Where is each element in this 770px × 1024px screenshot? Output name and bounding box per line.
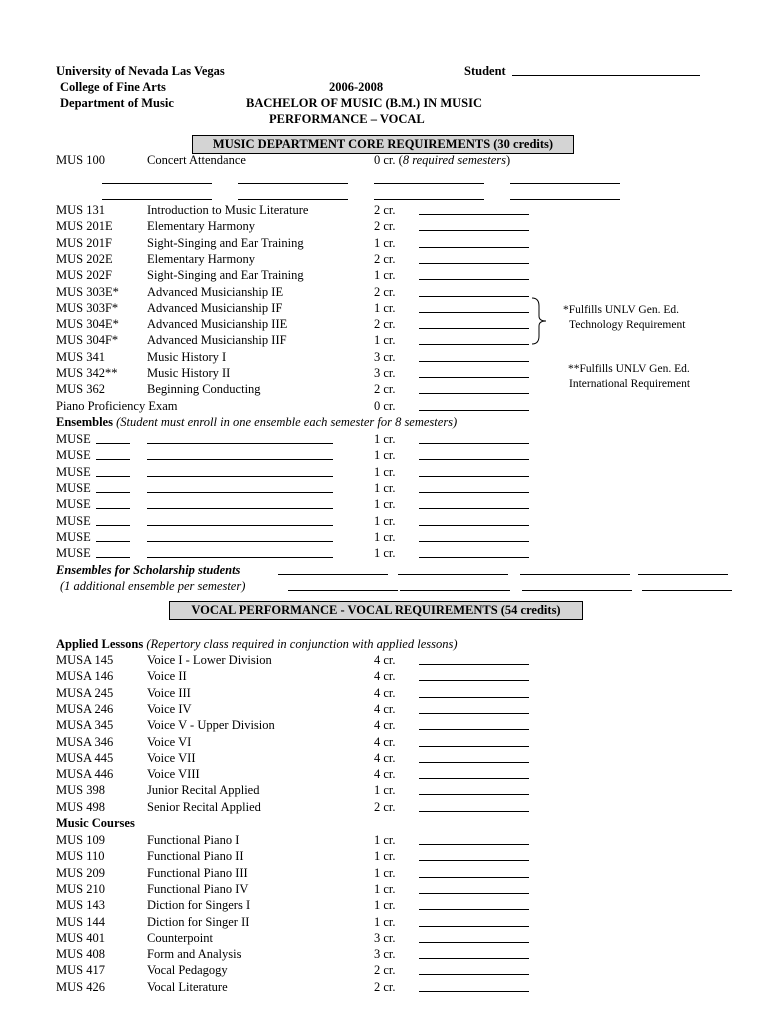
grade-field[interactable] (419, 893, 529, 894)
grade-field[interactable] (419, 860, 529, 861)
course-credits: 1 cr. (374, 783, 396, 798)
ensemble-name-field[interactable] (147, 492, 333, 493)
core-course-row (56, 235, 546, 251)
course-title: Voice VII (147, 750, 196, 765)
course-code: MUSE (56, 546, 91, 561)
course-title: Elementary Harmony (147, 219, 255, 234)
course-title: Counterpoint (147, 930, 213, 945)
core-requirements-banner: MUSIC DEPARTMENT CORE REQUIREMENTS (30 credits) (192, 135, 574, 154)
course-credits: 1 cr. (374, 235, 396, 250)
core-course-row (56, 202, 546, 218)
scholarship-heading: Ensembles for Scholarship students (56, 563, 241, 577)
course-title: Vocal Pedagogy (147, 963, 228, 978)
course-code: MUS 209 (56, 865, 105, 880)
grade-field[interactable] (419, 991, 529, 992)
course-title: Functional Piano IV (147, 881, 249, 896)
course-credits: 0 cr. (374, 399, 396, 413)
course-credits: 1 cr. (374, 464, 396, 479)
grade-field[interactable] (419, 680, 529, 681)
music-course-row (56, 946, 546, 962)
ensemble-number-field[interactable] (96, 541, 130, 542)
course-credits: 4 cr. (374, 750, 396, 765)
course-credits: 1 cr. (374, 898, 396, 913)
applied-lesson-row (56, 734, 546, 750)
ensemble-number-field[interactable] (96, 508, 130, 509)
course-code: MUS 201F (56, 235, 112, 250)
course-code: MUSE (56, 529, 91, 544)
course-credits: 2 cr. (374, 251, 396, 266)
course-code: MUSA 445 (56, 750, 114, 765)
course-credits: 3 cr. (374, 930, 396, 945)
grade-field[interactable] (419, 377, 529, 378)
course-code: MUS 202E (56, 251, 113, 266)
course-code: MUS 426 (56, 979, 105, 994)
course-title: Senior Recital Applied (147, 799, 261, 814)
core-course-row (56, 381, 546, 397)
course-title: Vocal Literature (147, 979, 228, 994)
grade-field[interactable] (419, 214, 529, 215)
ensemble-row (56, 464, 546, 480)
grade-field[interactable] (419, 778, 529, 779)
course-title: Music History II (147, 366, 231, 380)
course-title: Music History I (147, 349, 227, 364)
course-title: Junior Recital Applied (147, 783, 260, 798)
grade-field[interactable] (419, 459, 529, 460)
grade-field[interactable] (419, 312, 529, 313)
course-title: Voice III (147, 685, 191, 700)
course-credits: 1 cr. (374, 448, 396, 463)
course-code: MUS 398 (56, 783, 105, 798)
course-credits: 1 cr. (374, 865, 396, 880)
course-credits: 1 cr. (374, 333, 396, 348)
piano-exam-row (56, 398, 546, 414)
grade-field[interactable] (419, 476, 529, 477)
course-credits: 1 cr. (374, 480, 396, 495)
course-credits: 1 cr. (374, 268, 396, 283)
ensembles-heading: Ensembles (Student must enroll in one ensemble each semester for 8 semesters) (56, 415, 458, 429)
course-code: MUS 342** (56, 366, 118, 380)
course-credits: 3 cr. (374, 366, 396, 380)
course-code: MUS 401 (56, 930, 105, 945)
applied-lesson-row (56, 750, 546, 766)
ensemble-row (56, 480, 546, 496)
grade-field[interactable] (419, 811, 529, 812)
music-course-row (56, 881, 546, 897)
course-credits: 1 cr. (374, 849, 396, 864)
applied-lesson-row (56, 652, 546, 668)
ensemble-row (56, 496, 546, 512)
course-credits: 1 cr. (374, 546, 396, 561)
course-code: MUS 498 (56, 799, 105, 814)
ensemble-row (56, 545, 546, 561)
core-course-row (56, 300, 546, 316)
course-credits: 1 cr. (374, 881, 396, 896)
course-code: MUSE (56, 432, 91, 446)
applied-lesson-row (56, 685, 546, 701)
course-code: MUS 100 (56, 153, 105, 167)
course-code: MUS 303E* (56, 284, 119, 299)
course-code: MUS 341 (56, 349, 105, 364)
course-title: Beginning Conducting (147, 382, 261, 397)
course-code: MUSA 245 (56, 685, 114, 700)
student-label: Student (464, 64, 506, 78)
course-code: MUSE (56, 497, 91, 512)
course-title: Functional Piano II (147, 849, 244, 864)
ensemble-row (56, 513, 546, 529)
grade-field[interactable] (419, 958, 529, 959)
program-years: 2006-2008 (329, 80, 384, 94)
course-credits: 4 cr. (374, 669, 396, 684)
grade-field[interactable] (419, 762, 529, 763)
music-course-row (56, 832, 546, 848)
course-credits: 2 cr. (374, 799, 396, 814)
course-credits: 4 cr. (374, 701, 396, 716)
grade-field[interactable] (419, 557, 529, 558)
grade-field[interactable] (419, 541, 529, 542)
grade-field[interactable] (419, 942, 529, 943)
grade-field[interactable] (419, 926, 529, 927)
course-code: MUS 362 (56, 382, 105, 397)
course-title: Voice II (147, 669, 187, 684)
music-courses-heading: Music Courses (56, 816, 135, 830)
course-code: MUSA 446 (56, 767, 114, 782)
intl-note-line1: **Fulfills UNLV Gen. Ed. (568, 363, 690, 375)
course-code: MUSE (56, 448, 91, 463)
tech-note-line2: Technology Requirement (569, 319, 686, 331)
music-course-row (56, 979, 546, 995)
ensemble-name-field[interactable] (147, 508, 333, 509)
ensemble-number-field[interactable] (96, 492, 130, 493)
core-course-row (56, 365, 546, 381)
scholarship-note: (1 additional ensemble per semester) (60, 579, 246, 593)
department-name: Department of Music (60, 96, 174, 110)
course-code: MUS 304E* (56, 317, 119, 332)
applied-lesson-row (56, 799, 546, 815)
course-title: Concert Attendance (147, 153, 246, 167)
student-name-field[interactable] (512, 75, 700, 76)
grade-field[interactable] (419, 794, 529, 795)
course-title: Voice V - Upper Division (147, 718, 275, 733)
course-title: Advanced Musicianship IIE (147, 317, 288, 332)
ensemble-number-field[interactable] (96, 557, 130, 558)
course-title: Introduction to Music Literature (147, 203, 309, 217)
ensemble-name-field[interactable] (147, 459, 333, 460)
course-code: MUSE (56, 513, 91, 528)
course-credits: 1 cr. (374, 300, 396, 315)
ensemble-name-field[interactable] (147, 525, 333, 526)
course-code: MUSA 146 (56, 669, 114, 684)
course-title: Sight-Singing and Ear Training (147, 235, 304, 250)
applied-lesson-row (56, 668, 546, 684)
grade-field[interactable] (419, 443, 529, 444)
grade-field[interactable] (419, 492, 529, 493)
vocal-requirements-banner: VOCAL PERFORMANCE - VOCAL REQUIREMENTS (54 credits) (169, 601, 583, 620)
course-title: Diction for Singers I (147, 898, 251, 913)
course-title: Elementary Harmony (147, 251, 255, 266)
grade-field[interactable] (419, 279, 529, 280)
course-credits: 2 cr. (374, 963, 396, 978)
core-course-row (56, 267, 546, 283)
course-code: MUS 144 (56, 914, 105, 929)
grade-field[interactable] (419, 713, 529, 714)
grade-field[interactable] (419, 877, 529, 878)
course-code: MUS 303F* (56, 300, 119, 315)
course-credits: 4 cr. (374, 653, 396, 667)
course-title: Voice IV (147, 701, 192, 716)
intl-note-line2: International Requirement (569, 378, 691, 390)
grade-field[interactable] (419, 328, 529, 329)
core-course-row (56, 251, 546, 267)
ensemble-name-field[interactable] (147, 541, 333, 542)
ensemble-row (56, 431, 546, 447)
applied-lesson-row (56, 701, 546, 717)
course-title: Voice VIII (147, 767, 200, 782)
ensemble-row (56, 529, 546, 545)
music-course-row (56, 848, 546, 864)
core-course-row (56, 316, 546, 332)
grade-field[interactable] (419, 247, 529, 248)
course-title: Voice VI (147, 734, 192, 749)
grade-field[interactable] (419, 344, 529, 345)
course-credits: 1 cr. (374, 914, 396, 929)
course-code: MUSA 345 (56, 718, 114, 733)
course-code: MUS 417 (56, 963, 105, 978)
course-credits: 4 cr. (374, 734, 396, 749)
concert-attendance-row (56, 152, 546, 168)
course-title: Advanced Musicianship IIF (147, 333, 287, 348)
ensemble-name-field[interactable] (147, 443, 333, 444)
core-course-row (56, 332, 546, 348)
ensemble-row (56, 447, 546, 463)
course-credits: 1 cr. (374, 513, 396, 528)
ensemble-number-field[interactable] (96, 459, 130, 460)
grade-field[interactable] (419, 729, 529, 730)
course-code: MUS 210 (56, 881, 105, 896)
grade-field[interactable] (419, 844, 529, 845)
course-title: Voice I - Lower Division (147, 653, 272, 667)
course-credits: 1 cr. (374, 497, 396, 512)
course-credits: 4 cr. (374, 685, 396, 700)
applied-lesson-row (56, 717, 546, 733)
ensemble-name-field[interactable] (147, 476, 333, 477)
course-code: MUSE (56, 464, 91, 479)
music-course-row (56, 897, 546, 913)
college-name: College of Fine Arts (60, 80, 166, 94)
course-credits: 0 cr. (8 required semesters) (374, 153, 511, 167)
ensemble-number-field[interactable] (96, 476, 130, 477)
grade-field[interactable] (419, 697, 529, 698)
course-code: MUS 109 (56, 833, 105, 847)
brace-icon (530, 296, 550, 346)
course-title: Piano Proficiency Exam (56, 399, 178, 413)
course-credits: 1 cr. (374, 833, 396, 847)
university-name: University of Nevada Las Vegas (56, 64, 225, 78)
course-title: Advanced Musicianship IF (147, 300, 283, 315)
course-code: MUS 143 (56, 898, 105, 913)
applied-lessons-heading: Applied Lessons (Repertory class required in conjunction with applied lessons) (56, 637, 458, 651)
grade-field[interactable] (419, 296, 529, 297)
core-course-row (56, 284, 546, 300)
course-code: MUSE (56, 480, 91, 495)
course-credits: 2 cr. (374, 219, 396, 234)
course-credits: 3 cr. (374, 349, 396, 364)
applied-lesson-row (56, 782, 546, 798)
course-code: MUSA 246 (56, 701, 114, 716)
grade-field[interactable] (419, 909, 529, 910)
course-credits: 1 cr. (374, 529, 396, 544)
applied-lesson-row (56, 766, 546, 782)
course-code: MUS 201E (56, 219, 113, 234)
grade-field[interactable] (419, 746, 529, 747)
grade-field[interactable] (419, 508, 529, 509)
course-code: MUS 304F* (56, 333, 119, 348)
course-code: MUS 131 (56, 203, 105, 217)
course-credits: 2 cr. (374, 203, 396, 217)
course-code: MUS 408 (56, 947, 105, 962)
course-code: MUS 202F (56, 268, 112, 283)
tech-note-line1: *Fulfills UNLV Gen. Ed. (563, 304, 679, 316)
course-title: Diction for Singer II (147, 914, 250, 929)
grade-field[interactable] (419, 974, 529, 975)
course-title: Form and Analysis (147, 947, 242, 962)
degree-title: BACHELOR OF MUSIC (B.M.) IN MUSIC (246, 96, 482, 110)
grade-field[interactable] (419, 263, 529, 264)
course-code: MUSA 145 (56, 653, 114, 667)
course-credits: 4 cr. (374, 718, 396, 733)
course-title: Sight-Singing and Ear Training (147, 268, 304, 283)
course-credits: 3 cr. (374, 947, 396, 962)
course-title: Functional Piano III (147, 865, 248, 880)
course-credits: 4 cr. (374, 767, 396, 782)
course-credits: 1 cr. (374, 432, 396, 446)
course-credits: 2 cr. (374, 979, 396, 994)
core-course-row (56, 218, 546, 234)
course-title: Advanced Musicianship IE (147, 284, 284, 299)
grade-field[interactable] (419, 230, 529, 231)
degree-subtitle: PERFORMANCE – VOCAL (269, 112, 425, 126)
grade-field[interactable] (419, 361, 529, 362)
grade-field[interactable] (419, 410, 529, 411)
music-course-row (56, 962, 546, 978)
course-credits: 2 cr. (374, 284, 396, 299)
course-credits: 2 cr. (374, 317, 396, 332)
course-code: MUSA 346 (56, 734, 114, 749)
music-course-row (56, 914, 546, 930)
course-title: Functional Piano I (147, 833, 240, 847)
ensemble-name-field[interactable] (147, 557, 333, 558)
grade-field[interactable] (419, 664, 529, 665)
ensemble-number-field[interactable] (96, 443, 130, 444)
grade-field[interactable] (419, 525, 529, 526)
grade-field[interactable] (419, 393, 529, 394)
core-course-row (56, 349, 546, 365)
music-course-row (56, 930, 546, 946)
course-credits: 2 cr. (374, 382, 396, 397)
ensemble-number-field[interactable] (96, 525, 130, 526)
music-course-row (56, 865, 546, 881)
course-code: MUS 110 (56, 849, 105, 864)
